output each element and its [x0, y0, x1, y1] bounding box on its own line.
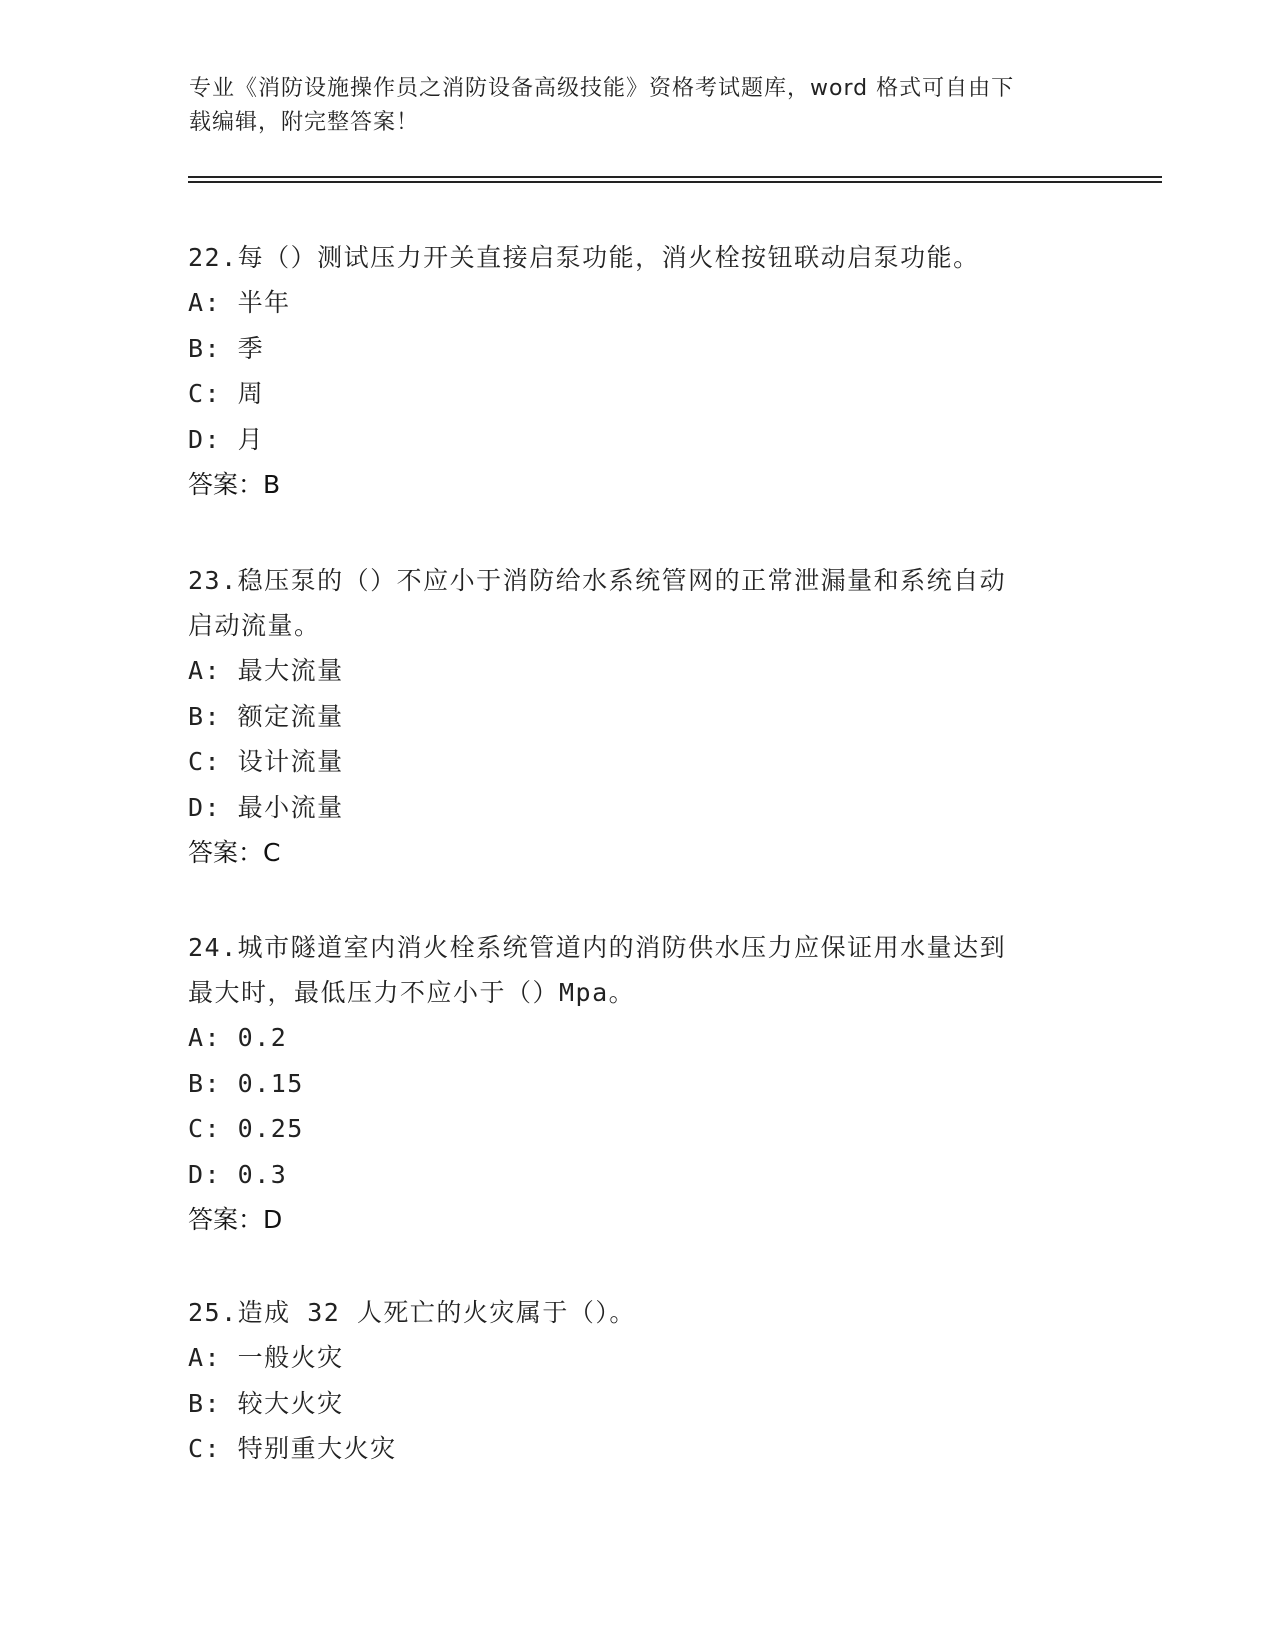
header-rule-top [188, 176, 1162, 178]
option-d: D: 0.3 [188, 1159, 288, 1189]
question-24 [188, 925, 1088, 1243]
option-a: A: 最大流量 [188, 656, 344, 685]
option-a: A: 0.2 [188, 1023, 288, 1052]
option-c: C: 周 [188, 379, 265, 408]
question-23 [188, 558, 1088, 876]
header-line-2: 载编辑，附完整答案！ [189, 110, 420, 135]
answer: 答案：D [188, 1205, 283, 1234]
question-stem: 24.城市隧道室内消火栓系统管道内的消防供水压力应保证用水量达到 [188, 933, 1007, 962]
question-stem-continued: 启动流量。 [188, 611, 321, 640]
option-a: A: 半年 [188, 288, 291, 317]
option-d: D: 最小流量 [188, 792, 344, 822]
option-c: C: 特别重大火灾 [188, 1434, 397, 1463]
answer: 答案：B [188, 470, 281, 499]
option-a: A: 一般火灾 [188, 1343, 344, 1372]
option-b: B: 较大火灾 [188, 1388, 344, 1418]
document-header [189, 72, 1089, 140]
question-22 [188, 235, 1088, 508]
option-b: B: 额定流量 [188, 701, 344, 731]
option-c: C: 0.25 [188, 1114, 304, 1143]
option-d: D: 月 [188, 424, 265, 454]
header-rule-bottom [188, 181, 1162, 183]
option-c: C: 设计流量 [188, 747, 344, 776]
question-25 [188, 1290, 1088, 1472]
question-stem: 22.每（）测试压力开关直接启泵功能，消火栓按钮联动启泵功能。 [188, 243, 980, 272]
header-line-1: 专业《消防设施操作员之消防设备高级技能》资格考试题库，word 格式可自由下 [189, 76, 1015, 101]
answer: 答案：C [188, 838, 281, 867]
option-b: B: 季 [188, 333, 265, 363]
question-stem: 25.造成 32 人死亡的火灾属于（）。 [188, 1298, 636, 1327]
option-b: B: 0.15 [188, 1068, 304, 1098]
question-stem: 23.稳压泵的（）不应小于消防给水系统管网的正常泄漏量和系统自动 [188, 566, 1007, 595]
question-stem-continued: 最大时，最低压力不应小于（）Mpa。 [188, 978, 636, 1007]
